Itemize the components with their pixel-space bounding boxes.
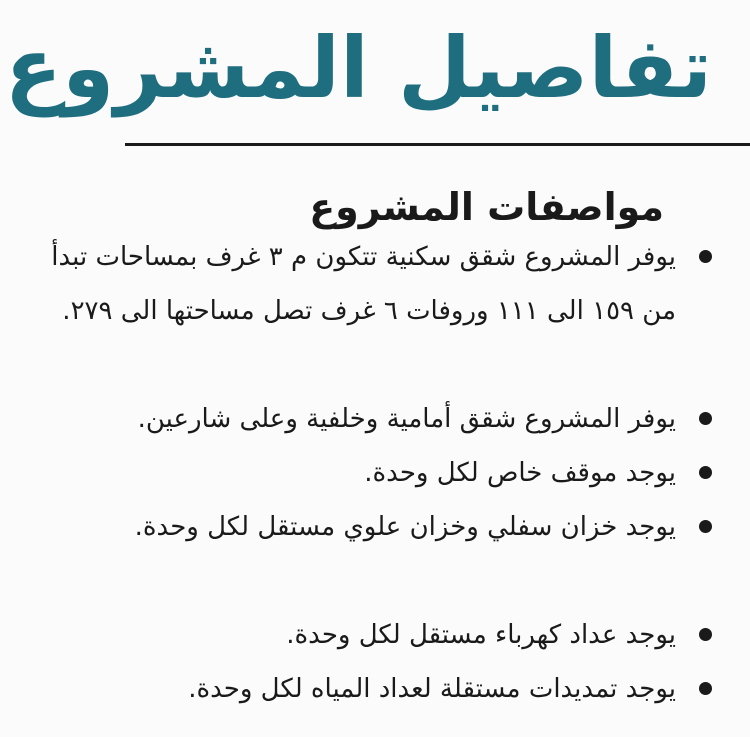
bullet-icon xyxy=(699,250,712,263)
feature-item xyxy=(36,230,676,392)
feature-text: يوجد تمديدات مستقلة لعداد المياه لكل وحدة. xyxy=(188,674,676,704)
bullet-icon xyxy=(699,520,712,533)
section-heading: مواصفات المشروع xyxy=(309,185,664,229)
feature-item xyxy=(36,392,676,446)
feature-item xyxy=(36,608,676,662)
feature-text: يوجد موقف خاص لكل وحدة. xyxy=(364,458,676,488)
feature-item xyxy=(36,500,676,608)
page-title: تفاصيل المشروع xyxy=(4,19,712,117)
feature-text: يوفر المشروع شقق أمامية وخلفية وعلى شارعين. xyxy=(137,404,676,434)
title-divider xyxy=(125,143,750,146)
feature-text: يوجد خزان سفلي وخزان علوي مستقل لكل وحدة. xyxy=(134,512,676,542)
bullet-icon xyxy=(699,466,712,479)
bullet-icon xyxy=(699,412,712,425)
features-list xyxy=(36,230,676,716)
feature-text: يوجد عداد كهرباء مستقل لكل وحدة. xyxy=(286,620,676,650)
feature-text: يوفر المشروع شقق سكنية تتكون م ٣ غرف بمساحات تبدأ من ١٥٩ الى ١١١ وروفات ٦ غرف تصل مساحتها الى ٢٧٩. xyxy=(51,242,676,326)
feature-item xyxy=(36,446,676,500)
bullet-icon xyxy=(699,682,712,695)
feature-item xyxy=(36,662,676,716)
bullet-icon xyxy=(699,628,712,641)
